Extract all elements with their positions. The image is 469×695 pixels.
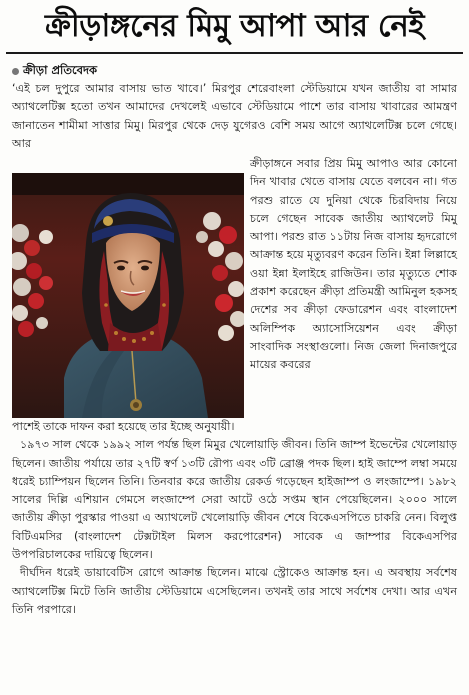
article-intro bbox=[12, 80, 457, 153]
photo-row bbox=[12, 157, 457, 437]
paragraph-intro: ‘এই চল দুপুরে আমার বাসায় ভাত খাবে।’ মিরপুর শেরেবাংলা স্টেডিয়ামে যখন জাতীয় বা সামার অ্যাথলেটিক্স হতো তখন আমাদের দেখলেই এভাবে স্টেডিয়ামে পাশে তার বাসায় খাবারের আমন্ত্রণ জানাতেন শামীমা সাত্তার মিমু। মিরপুর থেকে দেড় যুগেরও বেশি সময় আগে অ্যাথলেটিক্স চলে গেছে। আর bbox=[12, 82, 457, 150]
bullet-icon bbox=[12, 68, 19, 75]
paragraph-tail: পাশেই তাকে দাফন করা হয়েছে তার ইচ্ছে অনুযায়ী। bbox=[12, 420, 235, 433]
headline: ক্রীড়াঙ্গনের মিমু আপা আর নেই bbox=[44, 8, 425, 44]
byline bbox=[12, 62, 97, 80]
byline-text: ক্রীড়া প্রতিবেদক bbox=[23, 62, 98, 77]
article-side-column bbox=[250, 155, 457, 375]
paragraph-last: দীর্ঘদিন ধরেই ডায়াবেটিস রোগে আক্রান্ত ছিলেন। মাঝে স্ট্রোকেও আক্রান্ত হন। এ অবস্থায় সর্বশেষ অ্যাথলেটিক্স মিটে তিনি জাতীয় স্টেডিয়ামে এসেছিলেন। তখনই তার সাথে সর্বশেষ দেখা। আর এখন তিনি পরপারে। bbox=[12, 566, 457, 616]
paragraph-career: ১৯৭৩ সাল থেকে ১৯৯২ সাল পর্যন্ত ছিল মিমুর খেলোয়াড়ি জীবন। তিনি জাম্প ইভেন্টের খেলোয়াড় ছিলেন। জাতীয় পর্যায়ে তার ২৭টি স্বর্ণ ১৩টি রৌপ্য এবং ৩টি ব্রোঞ্জ পদক ছিল। হাই জাম্পে লম্বা সময়ে ধরেই চ্যাম্পিয়ন ছিলেন তিনি। তিনবার করে জাতীয় রেকর্ড গড়েছেন হাইজাম্প ও লংজাম্পে। ১৯৮২ সালের দিল্লি এশিয়ান গেমসে লংজাম্পে সেরা আটে ওঠে সপ্তম স্থান পেয়েছিলেন। ২০০০ সালে জাতীয় ক্রীড়া পুরস্কার পাওয়া এ অ্যাথলেট খেলোয়াড়ি জীবন শেষে বিকেএসপিতে চাকরি নেন। বিলুপ্ত বিটিএমসির (বাংলাদেশ টেক্সটাইল মিলস করপোরেশন) সাবেক এ জাম্পার বিকেএসপির উপপরিচালকের দায়িত্বে ছিলেন। bbox=[12, 438, 457, 562]
portrait-photo bbox=[12, 173, 244, 418]
paragraph-side: ক্রীড়াঙ্গনে সবার প্রিয় মিমু আপাও আর কোনো দিন খাবার খেতে বাসায় যেতে বলবেন না। গত পরশু রাতে যে দুনিয়া থেকে চিরবিদায় নিয়ে চলে গেছেন সাবেক জাতীয় অ্যাথলেট মিমু আপা। পরশু রাত ১১টায় নিজ বাসায় হৃদরোগে আক্রান্ত হয়ে মৃত্যুবরণ করেন তিনি। ইন্না লিল্লাহে ওয়া ইন্না ইলাইহে রাজিউন। তার মৃত্যুতে শোক প্রকাশ করেছেন ক্রীড়া প্রতিমন্ত্রী আমিনুল হকসহ দেশের সব ক্রীড়া ফেডারেশন এবং বাংলাদেশ অলিম্পিক অ্যাসোসিয়েশন এবং ক্রীড়া সাংবাদিক সংস্থাগুলো। নিজ জেলা দিনাজপুরে মায়ের কবরের bbox=[250, 157, 457, 372]
article-body bbox=[12, 418, 457, 619]
headline-rule bbox=[6, 52, 463, 54]
